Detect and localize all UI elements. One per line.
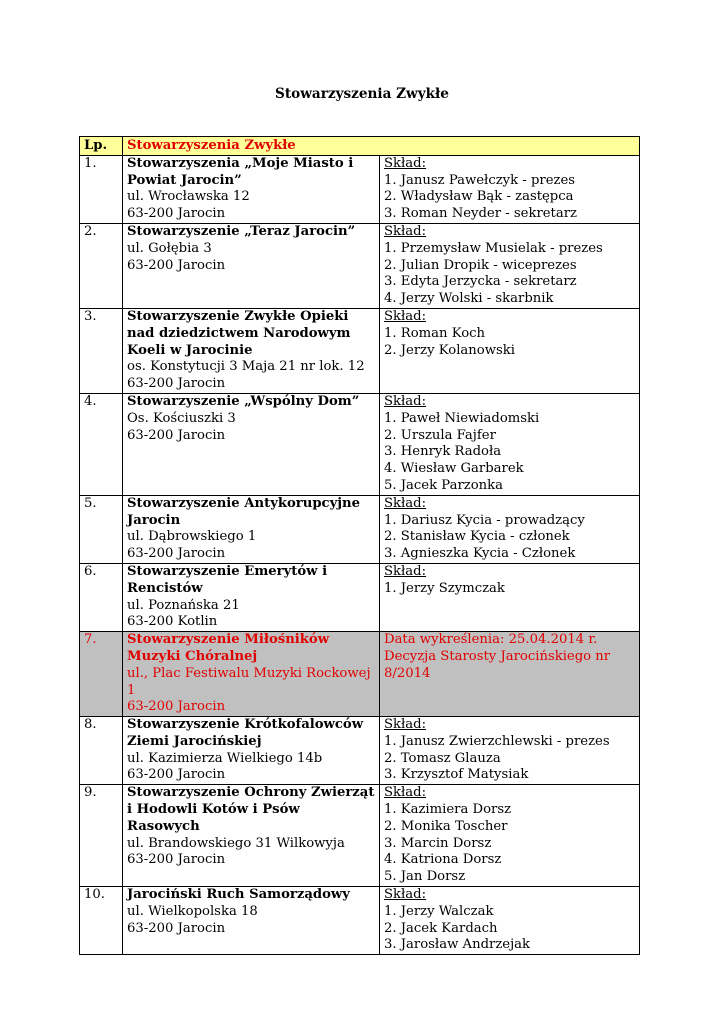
members-cell xyxy=(380,563,640,631)
row-number: 1. xyxy=(80,155,123,223)
association-cell xyxy=(123,785,380,887)
address-line: 63-200 Jarocin xyxy=(127,257,226,273)
address-line: ul., Plac Festiwalu Muzyki Rockowej 1 xyxy=(127,665,371,698)
members-cell xyxy=(380,223,640,308)
table-header-row xyxy=(80,137,640,156)
member-item: 1. Przemysław Musielak - prezes xyxy=(384,240,603,256)
member-item: 1. Dariusz Kycia - prowadzący xyxy=(384,512,585,528)
members-heading: Skład: xyxy=(384,563,427,579)
association-name: Stowarzyszenie Zwykłe Opieki nad dziedzictwem Narodowym Koeli w Jarocinie xyxy=(127,308,351,358)
table-row xyxy=(80,717,640,785)
members-heading: Skład: xyxy=(384,785,427,801)
association-cell xyxy=(123,155,380,223)
header-lp: Lp. xyxy=(80,137,123,156)
member-item: 2. Jerzy Kolanowski xyxy=(384,342,515,358)
association-name: Stowarzyszenie Miłośników Muzyki Chóralnej xyxy=(127,632,330,664)
members-heading: Skład: xyxy=(384,308,427,324)
member-item: 4. Jerzy Wolski - skarbnik xyxy=(384,291,554,307)
row-number: 7. xyxy=(80,632,123,717)
association-name: Stowarzyszenie Antykorupcyjne Jarocin xyxy=(127,495,360,528)
row-number: 4. xyxy=(80,393,123,495)
members-heading: Skład: xyxy=(384,155,427,171)
members-heading: Skład: xyxy=(384,887,427,903)
member-item: 2. Urszula Fajfer xyxy=(384,427,496,443)
table-row xyxy=(80,393,640,495)
association-name: Jarociński Ruch Samorządowy xyxy=(127,887,350,903)
members-heading: Skład: xyxy=(384,393,427,409)
members-cell xyxy=(380,393,640,495)
row-number: 10. xyxy=(80,887,123,955)
members-cell xyxy=(380,495,640,563)
association-name: Stowarzyszenie „Wspólny Dom” xyxy=(127,393,360,409)
member-item: 1. Janusz Zwierzchlewski - prezes xyxy=(384,733,610,749)
page-title: Stowarzyszenia Zwykłe xyxy=(275,86,449,102)
association-cell xyxy=(123,717,380,785)
address-line: os. Konstytucji 3 Maja 21 nr lok. 12 xyxy=(127,359,365,375)
association-cell xyxy=(123,887,380,955)
row-number: 3. xyxy=(80,308,123,393)
association-cell xyxy=(123,632,380,717)
address-line: 63-200 Jarocin xyxy=(127,427,226,443)
member-item: 4. Wiesław Garbarek xyxy=(384,461,524,477)
member-item: 1. Roman Koch xyxy=(384,325,486,341)
member-item: 3. Henryk Radoła xyxy=(384,444,502,460)
members-heading: Skład: xyxy=(384,223,427,239)
member-item: 2. Stanisław Kycia - członek xyxy=(384,529,570,545)
member-item: 1. Paweł Niewiadomski xyxy=(384,410,540,426)
row-number: 6. xyxy=(80,563,123,631)
table-row xyxy=(80,887,640,955)
members-heading: Skład: xyxy=(384,495,427,511)
association-name: Stowarzyszenie „Teraz Jarocin” xyxy=(127,223,356,239)
association-cell xyxy=(123,223,380,308)
member-item: 2. Julian Dropik - wiceprezes xyxy=(384,257,577,273)
member-item: 1. Jerzy Szymczak xyxy=(384,580,505,596)
table-row xyxy=(80,495,640,563)
members-cell xyxy=(380,887,640,955)
member-item: 1. Janusz Pawełczyk - prezes xyxy=(384,172,576,188)
table-row xyxy=(80,563,640,631)
address-line: 63-200 Jarocin xyxy=(127,699,226,715)
members-cell xyxy=(380,785,640,887)
row-number: 2. xyxy=(80,223,123,308)
row-number: 8. xyxy=(80,717,123,785)
association-cell xyxy=(123,495,380,563)
table-row xyxy=(80,155,640,223)
address-line: 63-200 Kotlin xyxy=(127,614,218,630)
address-line: ul. Gołębia 3 xyxy=(127,240,212,256)
address-line: ul. Kazimierza Wielkiego 14b xyxy=(127,750,323,766)
members-heading: Skład: xyxy=(384,717,427,733)
member-item: 2. Tomasz Glauza xyxy=(384,750,501,766)
address-line: Os. Kościuszki 3 xyxy=(127,410,236,426)
address-line: 63-200 Jarocin xyxy=(127,767,226,783)
address-line: 63-200 Jarocin xyxy=(127,206,226,222)
member-item: 5. Jan Dorsz xyxy=(384,869,466,885)
members-cell xyxy=(380,308,640,393)
address-line: ul. Wrocławska 12 xyxy=(127,189,250,205)
association-cell xyxy=(123,308,380,393)
row-number: 9. xyxy=(80,785,123,887)
associations-table xyxy=(79,136,640,955)
member-item: 3. Marcin Dorsz xyxy=(384,835,492,851)
header-name: Stowarzyszenia Zwykłe xyxy=(123,137,640,156)
address-line: 63-200 Jarocin xyxy=(127,376,226,392)
address-line: ul. Poznańska 21 xyxy=(127,597,240,613)
address-line: 63-200 Jarocin xyxy=(127,920,226,936)
association-name: Stowarzyszenie Krótkofalowców Ziemi Jarocińskiej xyxy=(127,717,364,749)
address-line: 63-200 Jarocin xyxy=(127,546,226,562)
association-cell xyxy=(123,393,380,495)
table-row xyxy=(80,785,640,887)
association-name: Stowarzyszenie Emerytów i Rencistów xyxy=(127,563,328,596)
table-row xyxy=(80,223,640,308)
member-item: 3. Krzysztof Matysiak xyxy=(384,767,529,783)
association-cell xyxy=(123,563,380,631)
address-line: 63-200 Jarocin xyxy=(127,852,226,868)
members-cell xyxy=(380,632,640,717)
member-item: 2. Jacek Kardach xyxy=(384,920,498,936)
member-item: 4. Katriona Dorsz xyxy=(384,852,502,868)
table-row xyxy=(80,308,640,393)
table-body xyxy=(80,155,640,954)
deletion-note: Data wykreślenia: 25.04.2014 r. Decyzja Starosty Jarocińskiego nr 8/2014 xyxy=(384,632,611,681)
members-cell xyxy=(380,717,640,785)
member-item: 2. Monika Toscher xyxy=(384,818,508,834)
member-item: 3. Edyta Jerzycka - sekretarz xyxy=(384,274,577,290)
address-line: ul. Wielkopolska 18 xyxy=(127,903,258,919)
members-cell xyxy=(380,155,640,223)
member-item: 1. Kazimiera Dorsz xyxy=(384,802,512,818)
member-item: 1. Jerzy Walczak xyxy=(384,903,494,919)
association-name: Stowarzyszenia „Moje Miasto i Powiat Jarocin” xyxy=(127,155,354,188)
association-name: Stowarzyszenie Ochrony Zwierząt i Hodowli Kotów i Psów Rasowych xyxy=(127,785,375,834)
member-item: 5. Jacek Parzonka xyxy=(384,477,503,493)
row-number: 5. xyxy=(80,495,123,563)
member-item: 3. Jarosław Andrzejak xyxy=(384,937,531,953)
address-line: ul. Dąbrowskiego 1 xyxy=(127,529,257,545)
table-row xyxy=(80,632,640,717)
member-item: 2. Władysław Bąk - zastępca xyxy=(384,189,574,205)
member-item: 3. Agnieszka Kycia - Członek xyxy=(384,546,576,562)
member-item: 3. Roman Neyder - sekretarz xyxy=(384,206,577,222)
address-line: ul. Brandowskiego 31 Wilkowyja xyxy=(127,835,345,851)
